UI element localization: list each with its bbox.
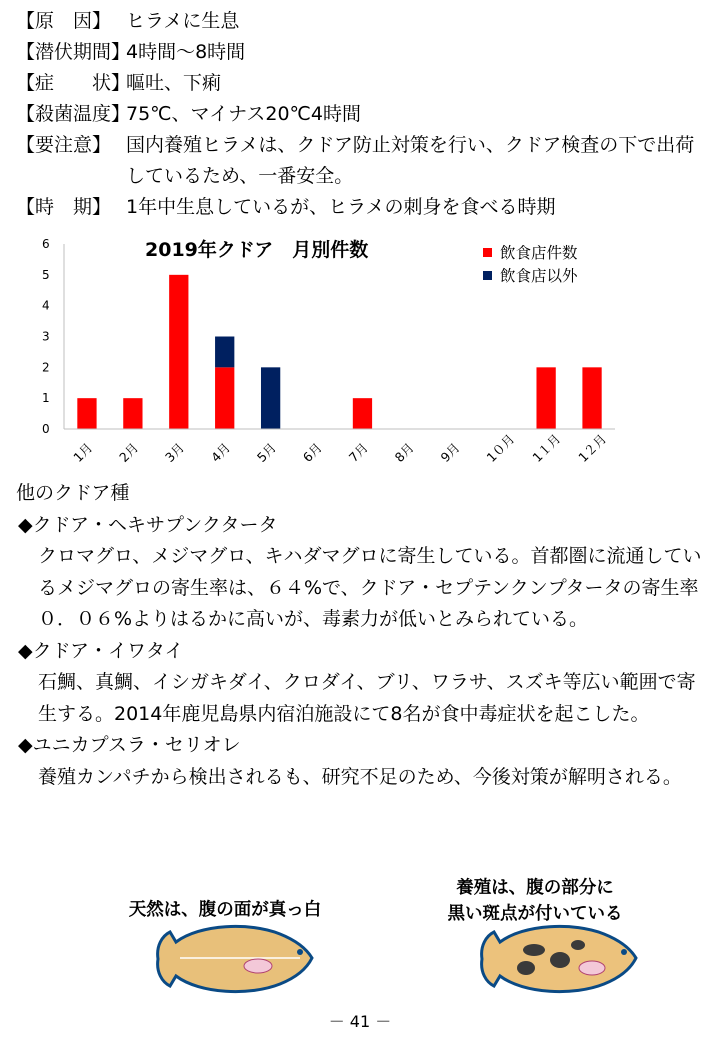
x-tick-label: 2月 bbox=[116, 439, 142, 466]
farmed-flounder-illustration bbox=[474, 918, 644, 1000]
bar-restaurant bbox=[77, 398, 96, 429]
bar-restaurant bbox=[123, 398, 142, 429]
bar-other bbox=[261, 367, 280, 429]
x-tick-label: 1１月 bbox=[529, 431, 564, 466]
y-tick-label: 6 bbox=[42, 237, 50, 251]
info-table bbox=[16, 6, 706, 223]
info-label: 【殺菌温度】 bbox=[16, 103, 131, 125]
wild-fish-caption: 天然は、腹の面が真っ白 bbox=[128, 900, 322, 920]
y-tick-label: 4 bbox=[42, 298, 50, 313]
farmed-fish-eye bbox=[621, 949, 627, 955]
info-label: 【時 期】 bbox=[16, 196, 112, 218]
farmed-caption-line1: 養殖は、腹の部分に bbox=[456, 878, 614, 898]
x-tick-label: 1０月 bbox=[483, 431, 518, 466]
bar-restaurant bbox=[169, 275, 188, 429]
x-tick-label: 7月 bbox=[345, 439, 371, 466]
y-tick-label: 1 bbox=[42, 391, 50, 406]
legend-swatch-other bbox=[483, 271, 492, 280]
x-tick-label: 6月 bbox=[299, 439, 325, 466]
x-tick-label: 9月 bbox=[437, 439, 463, 466]
legend-swatch-restaurant bbox=[483, 248, 492, 257]
info-row-cause bbox=[16, 6, 706, 37]
x-tick-label: 8月 bbox=[391, 439, 417, 466]
black-spot bbox=[550, 952, 570, 968]
info-label: 【潜伏期間】 bbox=[16, 41, 131, 63]
farmed-fish-fin bbox=[579, 961, 605, 975]
x-tick-label: 4月 bbox=[207, 439, 234, 466]
y-tick-label: 2 bbox=[42, 360, 50, 375]
bar-restaurant bbox=[215, 367, 234, 429]
species-name: ◆ユニカプスラ・セリオレ bbox=[18, 734, 241, 756]
y-tick-label: 0 bbox=[42, 422, 50, 436]
info-value: 国内養殖ヒラメは、クドア防止対策を行い、クドア検査の下で出荷しているため、一番安全。 bbox=[126, 134, 695, 187]
species-description: クロマグロ、メジマグロ、キハダマグロに寄生している。首都圏に流通しているメジマグロの寄生率は、６４%で、クドア・セプテンクンプタータの寄生率０．０６%よりはるかに高いが、毒素力が低いとみられている。 bbox=[38, 545, 702, 630]
monthly-cases-chart bbox=[30, 230, 620, 475]
x-tick-label: 5月 bbox=[253, 439, 279, 466]
legend-label-restaurant: 飲食店件数 bbox=[500, 244, 578, 262]
legend-label-other: 飲食店以外 bbox=[500, 267, 578, 285]
info-value: 75℃、マイナス20℃4時間 bbox=[126, 103, 361, 125]
info-row-incubation bbox=[16, 37, 706, 68]
species-name: ◆クドア・イワタイ bbox=[18, 639, 184, 662]
info-row-symptoms bbox=[16, 68, 706, 99]
black-spot bbox=[517, 961, 535, 975]
x-tick-label: 3月 bbox=[162, 439, 188, 466]
wild-fish-eye bbox=[297, 949, 303, 955]
y-tick-label: 5 bbox=[42, 267, 50, 282]
info-row-season bbox=[16, 192, 706, 223]
info-label: 【原 因】 bbox=[16, 10, 112, 32]
page-number: － 41 － bbox=[328, 1012, 392, 1031]
section-heading: 他のクドア種 bbox=[16, 482, 130, 504]
bar-other bbox=[215, 337, 234, 368]
x-tick-label: 1月 bbox=[70, 439, 96, 466]
species-name: ◆クドア・ヘキサプンクタータ bbox=[18, 513, 278, 536]
black-spot bbox=[571, 940, 585, 950]
info-row-sterilization bbox=[16, 99, 706, 130]
species-description: 養殖カンパチから検出されるも、研究不足のため、今後対策が解明される。 bbox=[38, 765, 682, 788]
black-spot bbox=[523, 944, 545, 956]
info-value: 1年中生息しているが、ヒラメの刺身を食べる時期 bbox=[126, 196, 556, 218]
info-value: 4時間～8時間 bbox=[126, 41, 246, 63]
x-tick-label: 1２月 bbox=[575, 431, 610, 466]
bar-restaurant bbox=[353, 398, 372, 429]
bar-restaurant bbox=[582, 367, 601, 429]
bar-restaurant bbox=[536, 367, 555, 429]
info-label: 【症 状】 bbox=[16, 72, 131, 94]
chart-svg bbox=[30, 230, 620, 475]
info-value: 嘔吐、下痢 bbox=[126, 72, 222, 94]
other-species-section bbox=[16, 478, 706, 793]
info-row-caution bbox=[16, 130, 706, 192]
farmed-caption-line2: 黒い斑点が付いている bbox=[447, 904, 623, 924]
info-value: ヒラメに生息 bbox=[126, 10, 240, 32]
species-description: 石鯛、真鯛、イシガキダイ、クロダイ、ブリ、ワラサ、スズキ等広い範囲で寄生する。2014年鹿児島県内宿泊施設にて8名が食中毒症状を起こした。 bbox=[38, 671, 696, 725]
chart-title: 2019年クドア 月別件数 bbox=[145, 239, 369, 261]
wild-fish-fin bbox=[244, 959, 272, 973]
y-tick-label: 3 bbox=[42, 329, 50, 344]
wild-flounder-illustration bbox=[150, 918, 320, 1000]
wild-fish-body bbox=[158, 926, 312, 991]
info-label: 【要注意】 bbox=[16, 134, 112, 156]
